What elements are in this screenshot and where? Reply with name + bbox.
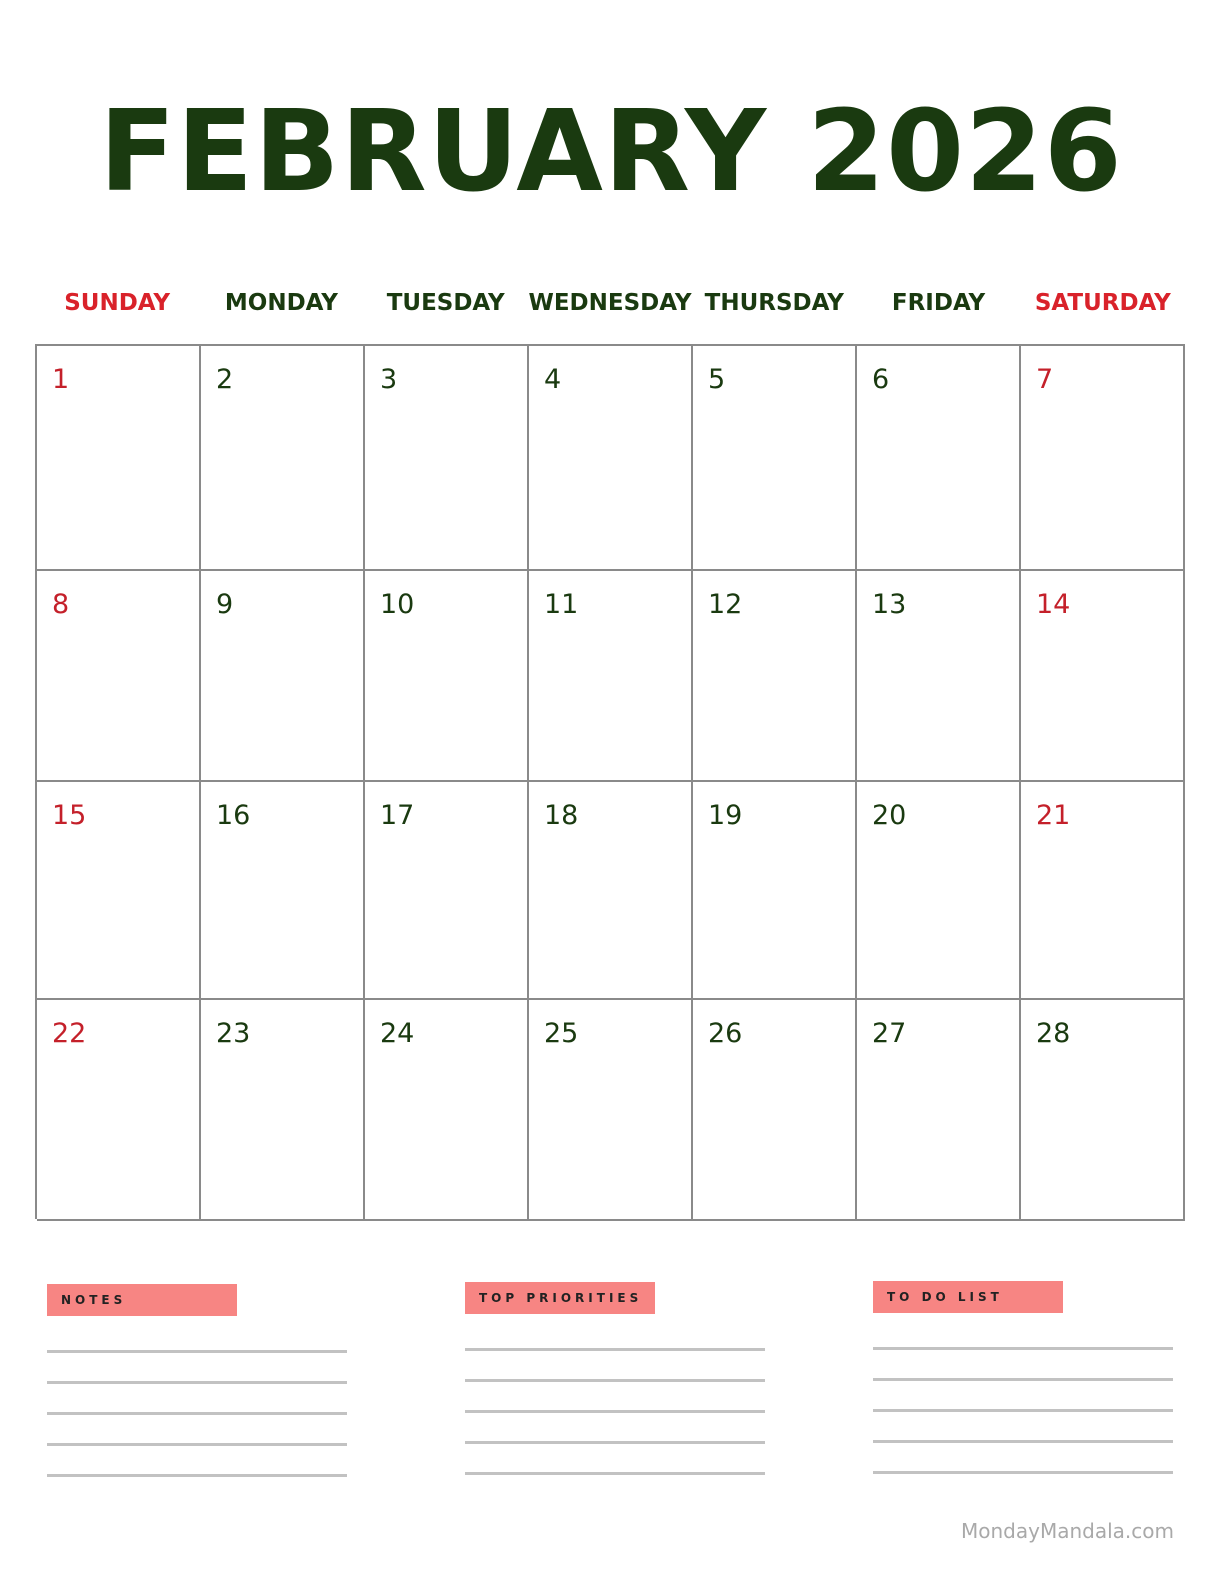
writing-line: [465, 1348, 765, 1351]
weekday-sunday: SUNDAY: [64, 290, 171, 316]
day-number: 26: [708, 1018, 743, 1049]
month-title: FEBRUARY 2026: [99, 87, 1123, 217]
notes-label: NOTES: [47, 1284, 237, 1316]
writing-line: [47, 1350, 347, 1353]
writing-line: [873, 1347, 1173, 1350]
day-cell: [693, 782, 857, 1000]
day-cell: [857, 346, 1021, 571]
day-number: 16: [216, 800, 251, 831]
priorities-label: TOP PRIORITIES: [465, 1282, 655, 1314]
day-number: 22: [52, 1018, 87, 1049]
writing-line: [465, 1379, 765, 1382]
day-cell: [365, 571, 529, 782]
weekday-thursday: THURSDAY: [704, 290, 844, 316]
weekday-monday: MONDAY: [224, 290, 338, 316]
day-number: 17: [380, 800, 415, 831]
day-number: 4: [544, 364, 562, 395]
day-cell: [1021, 571, 1185, 782]
day-number: 23: [216, 1018, 251, 1049]
day-cell: [37, 782, 201, 1000]
day-number: 20: [872, 800, 907, 831]
day-cell: [1021, 346, 1185, 571]
weekday-wednesday: WEDNESDAY: [528, 290, 692, 316]
day-number: 6: [872, 364, 890, 395]
day-cell: [365, 782, 529, 1000]
writing-line: [47, 1474, 347, 1477]
day-cell: [529, 782, 693, 1000]
day-number: 5: [708, 364, 726, 395]
day-number: 10: [380, 589, 415, 620]
day-number: 25: [544, 1018, 579, 1049]
day-number: 7: [1036, 364, 1054, 395]
day-cell: [693, 346, 857, 571]
writing-line: [873, 1378, 1173, 1381]
todo-label: TO DO LIST: [873, 1281, 1063, 1313]
day-cell: [1021, 1000, 1185, 1221]
day-cell: [201, 1000, 365, 1221]
writing-line: [465, 1441, 765, 1444]
day-cell: [201, 782, 365, 1000]
day-number: 19: [708, 800, 743, 831]
day-number: 13: [872, 589, 907, 620]
writing-line: [465, 1410, 765, 1413]
calendar-grid: [35, 344, 1185, 1219]
todo-section: [873, 1281, 1173, 1502]
day-cell: [857, 1000, 1021, 1221]
day-cell: [693, 571, 857, 782]
priorities-section: [465, 1282, 765, 1503]
day-number: 1: [52, 364, 70, 395]
day-cell: [857, 571, 1021, 782]
day-number: 15: [52, 800, 87, 831]
day-cell: [201, 346, 365, 571]
day-number: 2: [216, 364, 234, 395]
weekday-tuesday: TUESDAY: [386, 290, 505, 316]
day-cell: [693, 1000, 857, 1221]
writing-line: [47, 1412, 347, 1415]
day-number: 12: [708, 589, 743, 620]
day-cell: [37, 346, 201, 571]
day-number: 28: [1036, 1018, 1071, 1049]
notes-section: [47, 1284, 347, 1505]
weekday-friday: FRIDAY: [891, 290, 986, 316]
todo-lines: [873, 1347, 1173, 1474]
day-cell: [529, 346, 693, 571]
writing-line: [873, 1471, 1173, 1474]
weekday-saturday: SATURDAY: [1034, 290, 1171, 316]
writing-line: [47, 1443, 347, 1446]
day-cell: [1021, 782, 1185, 1000]
day-cell: [529, 1000, 693, 1221]
day-number: 8: [52, 589, 70, 620]
writing-line: [465, 1472, 765, 1475]
writing-line: [873, 1409, 1173, 1412]
day-number: 18: [544, 800, 579, 831]
watermark: MondayMandala.com: [961, 1519, 1174, 1543]
writing-line: [873, 1440, 1173, 1443]
day-cell: [37, 1000, 201, 1221]
priorities-lines: [465, 1348, 765, 1475]
notes-lines: [47, 1350, 347, 1477]
day-cell: [529, 571, 693, 782]
day-number: 11: [544, 589, 579, 620]
day-number: 21: [1036, 800, 1071, 831]
weekday-header-row: [35, 285, 1185, 325]
day-number: 27: [872, 1018, 907, 1049]
day-number: 9: [216, 589, 234, 620]
day-number: 24: [380, 1018, 415, 1049]
day-cell: [37, 571, 201, 782]
writing-line: [47, 1381, 347, 1384]
day-cell: [365, 1000, 529, 1221]
day-number: 3: [380, 364, 398, 395]
day-number: 14: [1036, 589, 1071, 620]
day-cell: [365, 346, 529, 571]
day-cell: [857, 782, 1021, 1000]
day-cell: [201, 571, 365, 782]
